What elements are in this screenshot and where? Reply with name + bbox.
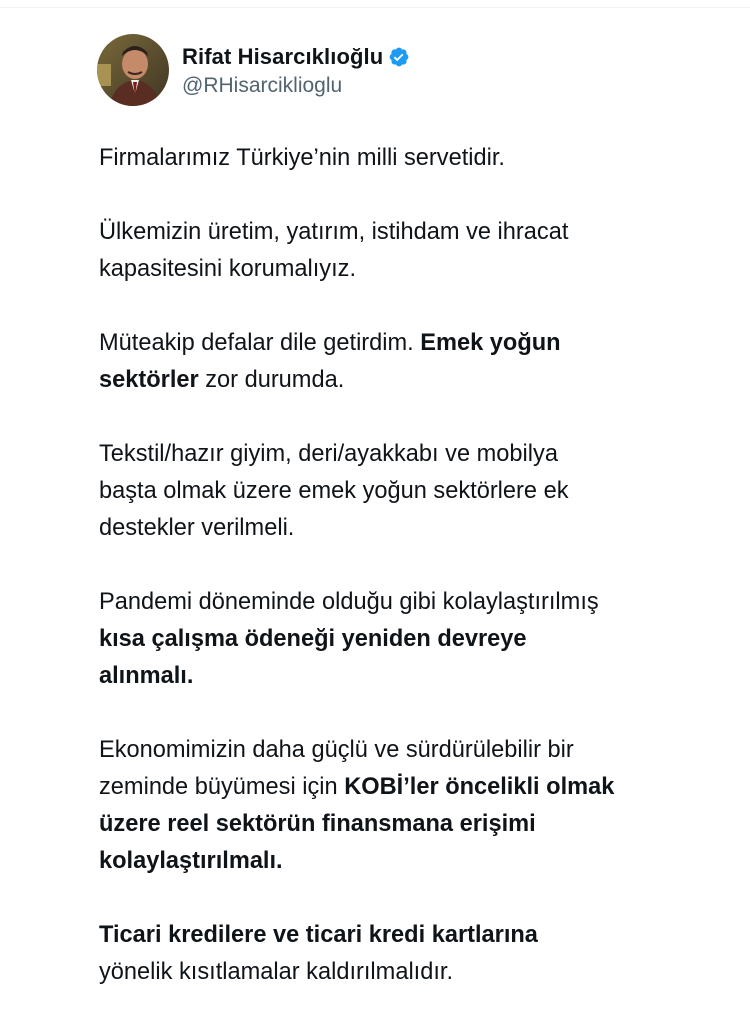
bold-text: Emek yoğun — [420, 330, 561, 356]
bold-text: alınmalı. — [99, 663, 194, 689]
display-name[interactable]: Rifat Hisarcıklıoğlu — [182, 43, 384, 69]
text-span: Müteakip defalar dile getirdim. — [99, 330, 421, 356]
paragraph-4 — [99, 436, 719, 547]
avatar[interactable] — [97, 34, 169, 106]
paragraph-6 — [99, 732, 719, 880]
tweet-header — [97, 34, 410, 106]
text-line: Firmalarımız Türkiye’nin milli servetidir. — [99, 145, 505, 171]
text-line — [99, 325, 719, 362]
author-names — [182, 43, 410, 98]
paragraph-3 — [99, 325, 719, 399]
bold-text: Ticari kredilere ve ticari kredi kartlarına — [99, 922, 538, 948]
text-line: destekler verilmeli. — [99, 515, 295, 541]
profile-photo — [97, 34, 169, 106]
paragraph-5 — [99, 584, 719, 695]
text-line: Ekonomimizin daha güçlü ve sürdürülebilir bir — [99, 737, 574, 763]
bold-text: sektörler — [99, 367, 199, 393]
name-row — [182, 43, 410, 71]
bold-text: üzere reel sektörün finansmana erişimi — [99, 811, 536, 837]
text-line: kapasitesini korumalıyız. — [99, 256, 357, 282]
text-line — [99, 769, 719, 806]
paragraph-7 — [99, 917, 719, 991]
top-divider — [0, 7, 750, 8]
text-line: Tekstil/hazır giyim, deri/ayakkabı ve mobilya — [99, 441, 558, 467]
text-line: Pandemi döneminde olduğu gibi kolaylaştırılmış — [99, 589, 599, 615]
bold-text: kısa çalışma ödeneği yeniden devreye — [99, 626, 527, 652]
text-span: zeminde büyümesi için — [99, 774, 345, 800]
text-line: başta olmak üzere emek yoğun sektörlere ek — [99, 478, 569, 504]
text-line: Ülkemizin üretim, yatırım, istihdam ve ihracat — [99, 219, 569, 245]
paragraph-1 — [99, 140, 719, 177]
handle[interactable]: @RHisarciklioglu — [182, 73, 343, 97]
verified-badge-icon — [388, 46, 410, 68]
text-line: yönelik kısıtlamalar kaldırılmalıdır. — [99, 959, 454, 985]
text-line — [99, 362, 719, 399]
bold-text: KOBİ’ler öncelikli olmak — [344, 774, 615, 800]
paragraph-2 — [99, 214, 719, 288]
bold-text: kolaylaştırılmalı. — [99, 848, 283, 874]
text-span: zor durumda. — [198, 367, 345, 393]
tweet-text — [99, 140, 719, 991]
